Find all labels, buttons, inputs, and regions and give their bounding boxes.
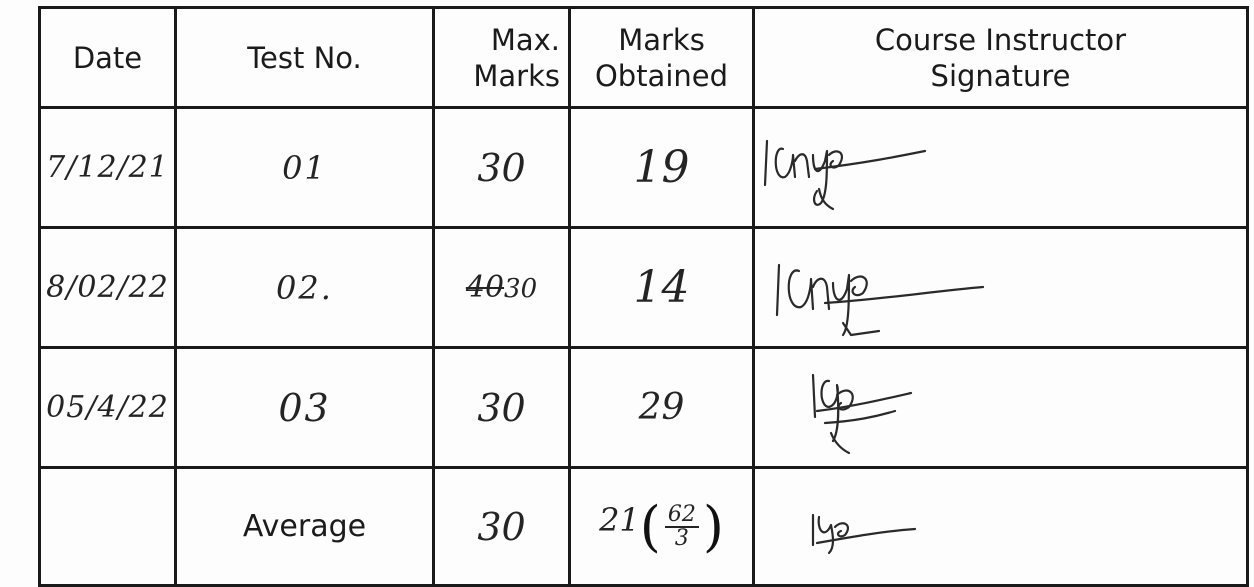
marks-table (38, 6, 1249, 587)
handwritten-date: 7/12/21 (46, 150, 169, 185)
table-row (40, 108, 1248, 228)
header-obtained-line2: Obtained (594, 58, 729, 93)
cell-test-no (176, 228, 434, 348)
handwritten-test-no: 02. (276, 268, 333, 307)
average-fraction (665, 501, 699, 551)
cell-marks-obtained (570, 228, 754, 348)
cell-max-marks (434, 228, 570, 348)
header-marks-obtained (570, 8, 754, 108)
fraction-numerator: 62 (665, 504, 699, 528)
header-obtained-line1: Marks (618, 22, 705, 57)
cell-max-marks (434, 348, 570, 468)
header-signature-line2: Signature (930, 58, 1071, 93)
open-paren: ( (639, 495, 661, 558)
handwritten-test-no: 01 (282, 148, 327, 187)
cell-date (40, 228, 176, 348)
table-header-row (40, 8, 1248, 108)
cell-signature (754, 108, 1248, 228)
table-row (40, 228, 1248, 348)
cell-test-no (176, 348, 434, 468)
header-date: Date (40, 8, 176, 108)
handwritten-max-marks: 30 (504, 274, 538, 304)
cell-average-label (176, 468, 434, 586)
cell-date (40, 348, 176, 468)
instructor-signature (755, 471, 1248, 583)
cell-signature (754, 348, 1248, 468)
instructor-signature (755, 111, 1248, 225)
struck-max-marks: 40 (465, 270, 505, 305)
cell-signature (754, 468, 1248, 586)
cell-marks-obtained (570, 348, 754, 468)
fraction-denominator: 3 (674, 525, 689, 551)
average-label: Average (242, 509, 367, 544)
close-paren: ) (702, 495, 724, 558)
cell-date-empty (40, 468, 176, 586)
handwritten-max-marks: 30 (477, 145, 526, 190)
handwritten-test-no: 03 (278, 385, 331, 430)
cell-date (40, 108, 176, 228)
average-marks-obtained: 21 (599, 501, 640, 539)
average-row (40, 468, 1248, 586)
handwritten-marks-obtained: 14 (633, 262, 690, 313)
cell-marks-obtained (570, 108, 754, 228)
cell-signature (754, 228, 1248, 348)
handwritten-date: 05/4/22 (46, 390, 169, 425)
header-max-marks (434, 8, 570, 108)
handwritten-date: 8/02/22 (46, 270, 169, 305)
cell-max-marks (434, 108, 570, 228)
header-max-marks-line2: Marks (473, 58, 560, 93)
cell-test-no (176, 108, 434, 228)
header-test-no: Test No. (176, 8, 434, 108)
handwritten-marks-obtained: 19 (633, 142, 690, 193)
handwritten-marks-obtained: 29 (638, 387, 685, 428)
instructor-signature (755, 231, 1248, 345)
instructor-signature (755, 351, 1248, 465)
header-signature (754, 8, 1248, 108)
header-max-marks-line1: Max. (490, 22, 560, 57)
header-signature-line1: Course Instructor (874, 22, 1127, 57)
cell-average-marks-obtained (570, 468, 754, 586)
average-max-marks: 30 (477, 504, 526, 549)
table-row (40, 348, 1248, 468)
handwritten-max-marks: 30 (477, 385, 526, 430)
cell-average-max-marks (434, 468, 570, 586)
